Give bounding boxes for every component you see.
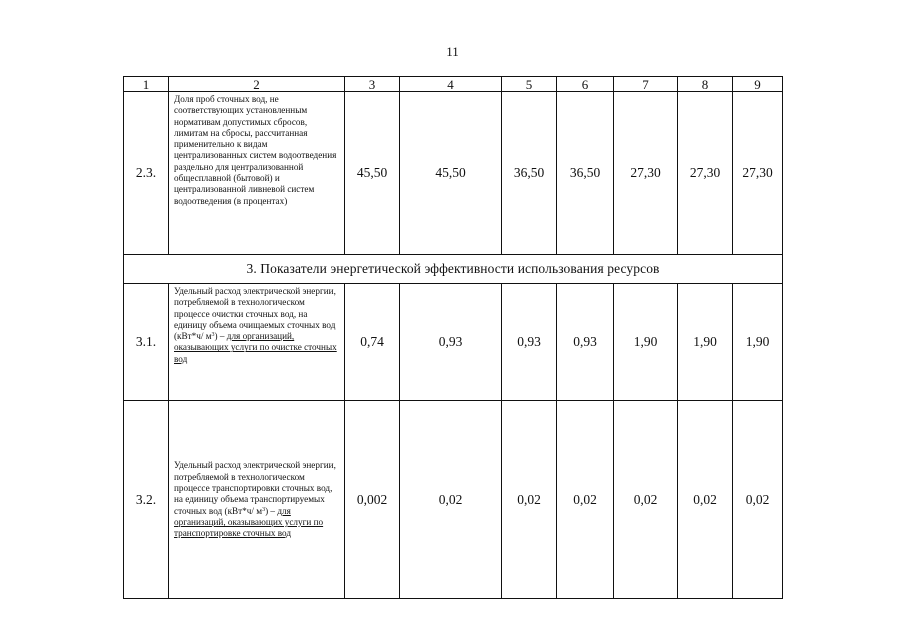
table-row: [124, 284, 783, 401]
page-number: 11: [446, 44, 459, 59]
row-value: 0,02: [400, 401, 502, 599]
row-description: Доля проб сточных вод, не соответствующих установленным нормативам допустимых сбросов, лимитам на сбросы, рассчитанная применительно к видам централизованных систем водоотведения раздельно для централизованной общесплавной (бытовой) и централизованной ливневой систем водоотведения (в процентах): [169, 92, 345, 255]
row-value: 0,74: [345, 284, 400, 401]
row-description: [169, 284, 345, 401]
row-value: 0,02: [733, 401, 783, 599]
column-number-row: [124, 77, 783, 92]
description-dash: ) –: [214, 331, 227, 342]
row-number: 3.2.: [124, 401, 169, 599]
row-value: 0,02: [614, 401, 678, 599]
row-description: [169, 401, 345, 599]
description-underlined-text: для организаций, оказывающих услуги по очистке сточных вод: [174, 331, 337, 364]
superscript-text: 3: [262, 506, 266, 513]
row-value: 45,50: [345, 92, 400, 255]
row-value: 27,30: [678, 92, 733, 255]
row-value: 0,93: [502, 284, 557, 401]
column-header: 8: [678, 77, 733, 92]
row-value: 45,50: [400, 92, 502, 255]
column-header: 3: [345, 77, 400, 92]
section-heading-row: [124, 255, 783, 284]
row-number: 2.3.: [124, 92, 169, 255]
description-dash: ) –: [265, 505, 278, 516]
row-value: 27,30: [733, 92, 783, 255]
row-value: 1,90: [614, 284, 678, 401]
row-value: 36,50: [502, 92, 557, 255]
superscript-text: 3: [211, 332, 215, 339]
row-value: 0,002: [345, 401, 400, 599]
column-header: 6: [557, 77, 614, 92]
column-header: 9: [733, 77, 783, 92]
indicators-table: [123, 76, 783, 599]
column-header: 5: [502, 77, 557, 92]
row-value: 0,02: [502, 401, 557, 599]
description-underlined-text: для организаций, оказывающих услуги по транспортировке сточных вод: [174, 505, 324, 539]
row-value: 36,50: [557, 92, 614, 255]
description-text: Удельный расход электрической энергии, потребляемой в технологическом процессе очистки сточных вод, на единицу объема очищаемых сточных вод (кВт*ч/ м: [174, 286, 336, 342]
description-text: Удельный расход электрической энергии, потребляемой в технологическом процессе транспортировки сточных вод, на единицу объема транспортируемых сточных вод (кВт*ч/ м: [174, 460, 336, 516]
column-header: 7: [614, 77, 678, 92]
column-header: 2: [169, 77, 345, 92]
section-title: 3. Показатели энергетической эффективности использования ресурсов: [124, 255, 783, 284]
row-value: 0,93: [557, 284, 614, 401]
table-row: [124, 401, 783, 599]
row-value: 0,02: [557, 401, 614, 599]
table-row: [124, 92, 783, 255]
row-value: 0,93: [400, 284, 502, 401]
column-header: 1: [124, 77, 169, 92]
row-value: 1,90: [678, 284, 733, 401]
row-value: 0,02: [678, 401, 733, 599]
row-value: 1,90: [733, 284, 783, 401]
row-number: 3.1.: [124, 284, 169, 401]
row-value: 27,30: [614, 92, 678, 255]
column-header: 4: [400, 77, 502, 92]
